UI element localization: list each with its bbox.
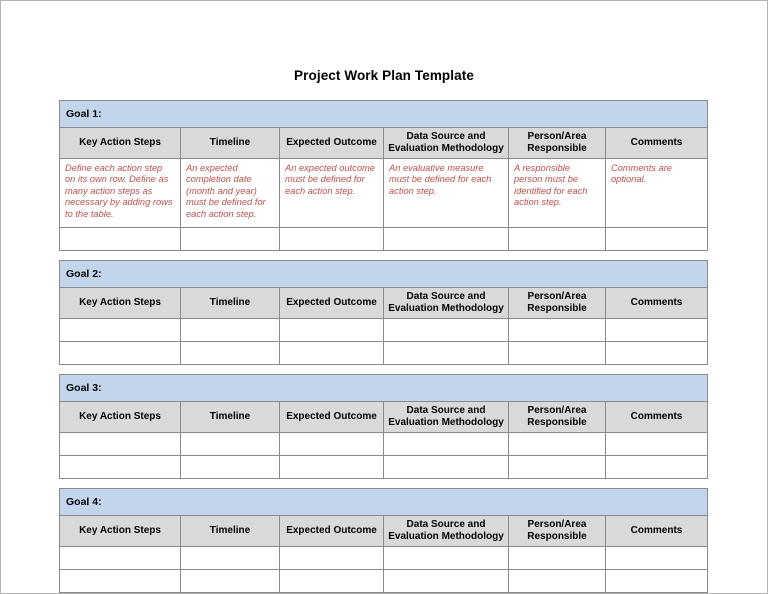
column-header-comments: Comments (606, 128, 708, 159)
cell-timeline[interactable] (181, 319, 280, 342)
cell-data-source-evaluation[interactable] (384, 570, 509, 593)
section-spacer (60, 365, 708, 375)
cell-data-source-evaluation[interactable] (384, 342, 509, 365)
goal-band-row[interactable] (60, 101, 708, 128)
column-header-data-source-evaluation: Data Source and Evaluation Methodology (384, 516, 509, 547)
table-row[interactable] (60, 342, 708, 365)
cell-data-source-evaluation[interactable] (384, 319, 509, 342)
table-row[interactable] (60, 319, 708, 342)
table-row[interactable] (60, 570, 708, 593)
column-header-expected-outcome: Expected Outcome (280, 516, 384, 547)
table-row[interactable] (60, 547, 708, 570)
cell-note-text: An evaluative measure must be defined for each action step. (389, 163, 492, 196)
cell-note-text: An expected completion date (month and year) must be defined for each action step. (186, 163, 266, 219)
cell-key-action-steps[interactable] (60, 159, 181, 228)
spacer-cell (60, 479, 708, 489)
goal-label-cell[interactable]: Goal 3: (60, 375, 708, 402)
cell-person-area-responsible[interactable] (509, 433, 606, 456)
cell-person-area-responsible[interactable] (509, 570, 606, 593)
table-row[interactable] (60, 228, 708, 251)
goal-label-cell[interactable]: Goal 4: (60, 489, 708, 516)
project-work-plan-table (59, 100, 708, 593)
table-row[interactable] (60, 456, 708, 479)
cell-timeline[interactable] (181, 159, 280, 228)
spacer-cell (60, 251, 708, 261)
column-header-key-action-steps: Key Action Steps (60, 516, 181, 547)
column-header-data-source-evaluation: Data Source and Evaluation Methodology (384, 402, 509, 433)
table-row[interactable] (60, 159, 708, 228)
cell-comments[interactable] (606, 570, 708, 593)
cell-person-area-responsible[interactable] (509, 456, 606, 479)
column-header-expected-outcome: Expected Outcome (280, 288, 384, 319)
column-header-expected-outcome: Expected Outcome (280, 128, 384, 159)
goal-band-row[interactable] (60, 489, 708, 516)
cell-timeline[interactable] (181, 570, 280, 593)
goal-label-cell[interactable]: Goal 1: (60, 101, 708, 128)
column-header-person-area-responsible: Person/Area Responsible (509, 402, 606, 433)
cell-expected-outcome[interactable] (280, 228, 384, 251)
cell-key-action-steps[interactable] (60, 319, 181, 342)
cell-note-text: An expected outcome must be defined for each action step. (285, 163, 375, 196)
cell-data-source-evaluation[interactable] (384, 456, 509, 479)
cell-key-action-steps[interactable] (60, 342, 181, 365)
cell-person-area-responsible[interactable] (509, 159, 606, 228)
goal-band-row[interactable] (60, 261, 708, 288)
column-header-expected-outcome: Expected Outcome (280, 402, 384, 433)
cell-expected-outcome[interactable] (280, 570, 384, 593)
cell-comments[interactable] (606, 433, 708, 456)
column-header-data-source-evaluation: Data Source and Evaluation Methodology (384, 128, 509, 159)
column-header-row (60, 516, 708, 547)
column-header-comments: Comments (606, 516, 708, 547)
cell-expected-outcome[interactable] (280, 433, 384, 456)
cell-comments[interactable] (606, 159, 708, 228)
cell-key-action-steps[interactable] (60, 547, 181, 570)
column-header-person-area-responsible: Person/Area Responsible (509, 128, 606, 159)
column-header-data-source-evaluation: Data Source and Evaluation Methodology (384, 288, 509, 319)
cell-data-source-evaluation[interactable] (384, 228, 509, 251)
column-header-person-area-responsible: Person/Area Responsible (509, 288, 606, 319)
cell-key-action-steps[interactable] (60, 433, 181, 456)
table-row[interactable] (60, 433, 708, 456)
cell-expected-outcome[interactable] (280, 342, 384, 365)
cell-person-area-responsible[interactable] (509, 547, 606, 570)
cell-person-area-responsible[interactable] (509, 228, 606, 251)
table-body (60, 101, 708, 593)
column-header-comments: Comments (606, 288, 708, 319)
cell-note-text: A responsible person must be identified for each action step. (514, 163, 588, 208)
column-header-row (60, 402, 708, 433)
cell-timeline[interactable] (181, 456, 280, 479)
cell-comments[interactable] (606, 319, 708, 342)
work-plan-table-container (59, 100, 705, 593)
column-header-person-area-responsible: Person/Area Responsible (509, 516, 606, 547)
cell-person-area-responsible[interactable] (509, 319, 606, 342)
goal-band-row[interactable] (60, 375, 708, 402)
column-header-timeline: Timeline (181, 128, 280, 159)
cell-key-action-steps[interactable] (60, 456, 181, 479)
section-spacer (60, 251, 708, 261)
cell-timeline[interactable] (181, 342, 280, 365)
column-header-key-action-steps: Key Action Steps (60, 402, 181, 433)
cell-key-action-steps[interactable] (60, 570, 181, 593)
cell-expected-outcome[interactable] (280, 547, 384, 570)
column-header-row (60, 128, 708, 159)
cell-comments[interactable] (606, 547, 708, 570)
column-header-comments: Comments (606, 402, 708, 433)
column-header-timeline: Timeline (181, 288, 280, 319)
cell-comments[interactable] (606, 342, 708, 365)
cell-note-text: Define each action step on its own row. Define as many action steps as necessary by adding rows to the table. (65, 163, 173, 219)
cell-timeline[interactable] (181, 433, 280, 456)
spacer-cell (60, 365, 708, 375)
goal-label-cell[interactable]: Goal 2: (60, 261, 708, 288)
column-header-key-action-steps: Key Action Steps (60, 128, 181, 159)
column-header-row (60, 288, 708, 319)
cell-key-action-steps[interactable] (60, 228, 181, 251)
cell-comments[interactable] (606, 228, 708, 251)
cell-comments[interactable] (606, 456, 708, 479)
cell-timeline[interactable] (181, 228, 280, 251)
cell-expected-outcome[interactable] (280, 159, 384, 228)
cell-timeline[interactable] (181, 547, 280, 570)
cell-person-area-responsible[interactable] (509, 342, 606, 365)
cell-data-source-evaluation[interactable] (384, 433, 509, 456)
page-title: Project Work Plan Template (294, 68, 474, 83)
section-spacer (60, 479, 708, 489)
cell-data-source-evaluation[interactable] (384, 159, 509, 228)
cell-data-source-evaluation[interactable] (384, 547, 509, 570)
cell-note-text: Comments are optional. (611, 163, 672, 185)
cell-expected-outcome[interactable] (280, 319, 384, 342)
cell-expected-outcome[interactable] (280, 456, 384, 479)
column-header-timeline: Timeline (181, 402, 280, 433)
column-header-timeline: Timeline (181, 516, 280, 547)
column-header-key-action-steps: Key Action Steps (60, 288, 181, 319)
